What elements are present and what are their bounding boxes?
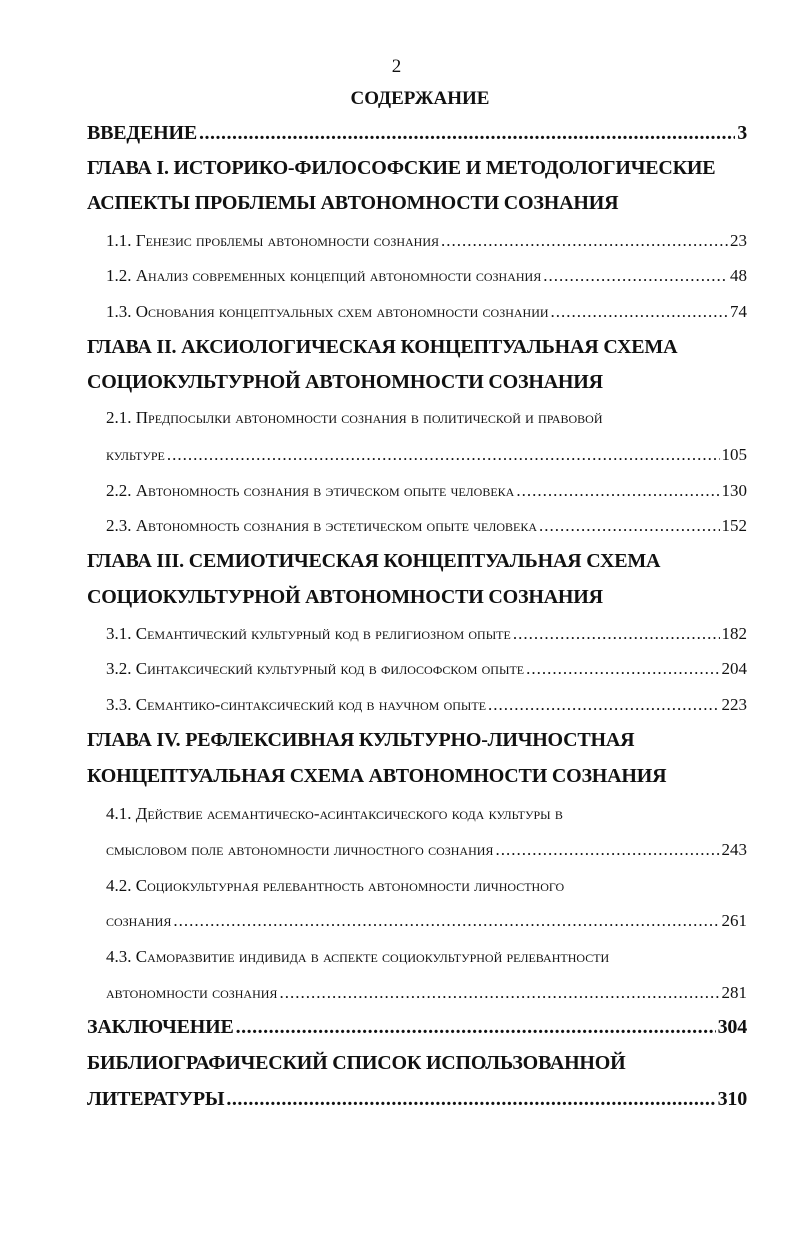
toc-label: 2.2. Автономность сознания в этическом опыте человека <box>106 481 515 500</box>
chapter-4-heading-line1[interactable]: ГЛАВА IV. РЕФЛЕКСИВНАЯ КУЛЬТУРНО-ЛИЧНОСТНАЯ <box>87 729 635 751</box>
toc-entry-4-2-line1[interactable] <box>106 876 747 896</box>
toc-label: 2.3. Автономность сознания в эстетическом опыте человека <box>106 516 538 535</box>
toc-label-cont: автономности сознания <box>106 983 278 1002</box>
leader-dots <box>513 624 720 644</box>
toc-label: 3.2. Синтаксический культурный код в философском опыте <box>106 659 525 678</box>
leader-dots <box>167 445 720 465</box>
toc-label: 4.1. Действие асемантическо-асинтаксического кода культуры в <box>106 804 563 823</box>
chapter-1-heading-line2[interactable]: АСПЕКТЫ ПРОБЛЕМЫ АВТОНОМНОСТИ СОЗНАНИЯ <box>87 192 619 214</box>
toc-entry-1-3[interactable] <box>106 302 747 322</box>
toc-page: 281 <box>721 983 747 1002</box>
toc-entry-4-1-line1[interactable] <box>106 804 747 824</box>
toc-entry-intro[interactable] <box>87 122 747 145</box>
toc-entry-3-1[interactable] <box>106 624 747 644</box>
toc-label: 4.2. Социокультурная релевантность автономности личностного <box>106 876 565 895</box>
toc-label: ВВЕДЕНИЕ <box>87 122 197 144</box>
toc-page: 310 <box>717 1088 747 1110</box>
toc-page: 23 <box>730 231 747 250</box>
toc-label: ЛИТЕРАТУРЫ <box>87 1088 225 1110</box>
toc-entry-4-3-line2[interactable] <box>106 983 747 1003</box>
leader-dots <box>236 1016 716 1039</box>
chapter-1-heading-line1[interactable]: ГЛАВА I. ИСТОРИКО-ФИЛОСОФСКИЕ И МЕТОДОЛОГИЧЕСКИЕ <box>87 157 716 179</box>
leader-dots <box>488 695 719 715</box>
leader-dots <box>539 516 719 536</box>
toc-label-cont: культуре <box>106 445 165 464</box>
toc-label: 4.3. Саморазвитие индивида в аспекте социокультурной релевантности <box>106 947 610 966</box>
toc-page: 105 <box>721 445 747 464</box>
leader-dots <box>279 983 719 1003</box>
toc-entry-2-1-line1[interactable] <box>106 408 747 428</box>
leader-dots <box>441 231 728 251</box>
toc-entry-conclusion[interactable] <box>87 1016 747 1039</box>
toc-entry-2-1-line2[interactable] <box>106 445 747 465</box>
toc-page: 243 <box>721 840 747 859</box>
leader-dots <box>199 122 735 145</box>
leader-dots <box>516 481 719 501</box>
toc-entry-3-2[interactable] <box>106 659 747 679</box>
toc-entry-4-1-line2[interactable] <box>106 840 747 860</box>
toc-label: ЗАКЛЮЧЕНИЕ <box>87 1016 234 1038</box>
toc-page: 3 <box>737 122 747 144</box>
leader-dots <box>495 840 719 860</box>
toc-entry-1-1[interactable] <box>106 231 747 251</box>
toc-page: 182 <box>721 624 747 643</box>
toc-entry-2-3[interactable] <box>106 516 747 536</box>
toc-page: 223 <box>721 695 747 714</box>
toc-page: 74 <box>730 302 747 321</box>
toc-entry-4-3-line1[interactable] <box>106 947 747 967</box>
leader-dots <box>526 659 719 679</box>
toc-label: 3.1. Семантический культурный код в религиозном опыте <box>106 624 511 643</box>
leader-dots <box>551 302 728 322</box>
chapter-3-heading-line1[interactable]: ГЛАВА III. СЕМИОТИЧЕСКАЯ КОНЦЕПТУАЛЬНАЯ СХЕМА <box>87 550 661 572</box>
toc-label-cont: смысловом поле автономности личностного сознания <box>106 840 494 859</box>
toc-label: 2.1. Предпосылки автономности сознания в политической и правовой <box>106 408 603 427</box>
chapter-2-heading-line1[interactable]: ГЛАВА II. АКСИОЛОГИЧЕСКАЯ КОНЦЕПТУАЛЬНАЯ СХЕМА <box>87 336 678 358</box>
chapter-4-heading-line2[interactable]: КОНЦЕПТУАЛЬНАЯ СХЕМА АВТОНОМНОСТИ СОЗНАНИЯ <box>87 765 667 787</box>
toc-label: 1.1. Генезис проблемы автономности сознания <box>106 231 440 250</box>
toc-entry-3-3[interactable] <box>106 695 747 715</box>
toc-page: 204 <box>721 659 747 678</box>
leader-dots <box>173 911 719 931</box>
page-number: 2 <box>391 56 402 77</box>
leader-dots <box>543 266 728 286</box>
page-title: СОДЕРЖАНИЕ <box>350 88 490 109</box>
toc-entry-2-2[interactable] <box>106 481 747 501</box>
toc-page: 48 <box>730 266 747 285</box>
toc-page: 130 <box>721 481 747 500</box>
chapter-3-heading-line2[interactable]: СОЦИОКУЛЬТУРНОЙ АВТОНОМНОСТИ СОЗНАНИЯ <box>87 586 603 608</box>
toc-label: 1.2. Анализ современных концепций автономности сознания <box>106 266 542 285</box>
toc-entry-bibliography[interactable] <box>87 1088 747 1111</box>
toc-label: 1.3. Основания концептуальных схем автономности сознании <box>106 302 549 321</box>
leader-dots <box>226 1088 715 1111</box>
toc-page: 152 <box>721 516 747 535</box>
toc-page: 261 <box>721 911 747 930</box>
bibliography-heading-line1[interactable]: БИБЛИОГРАФИЧЕСКИЙ СПИСОК ИСПОЛЬЗОВАННОЙ <box>87 1052 626 1074</box>
toc-label-cont: сознания <box>106 911 172 930</box>
toc-page: 304 <box>717 1016 747 1038</box>
chapter-2-heading-line2[interactable]: СОЦИОКУЛЬТУРНОЙ АВТОНОМНОСТИ СОЗНАНИЯ <box>87 371 603 393</box>
toc-label: 3.3. Семантико-синтаксический код в научном опыте <box>106 695 487 714</box>
toc-entry-1-2[interactable] <box>106 266 747 286</box>
toc-entry-4-2-line2[interactable] <box>106 911 747 931</box>
